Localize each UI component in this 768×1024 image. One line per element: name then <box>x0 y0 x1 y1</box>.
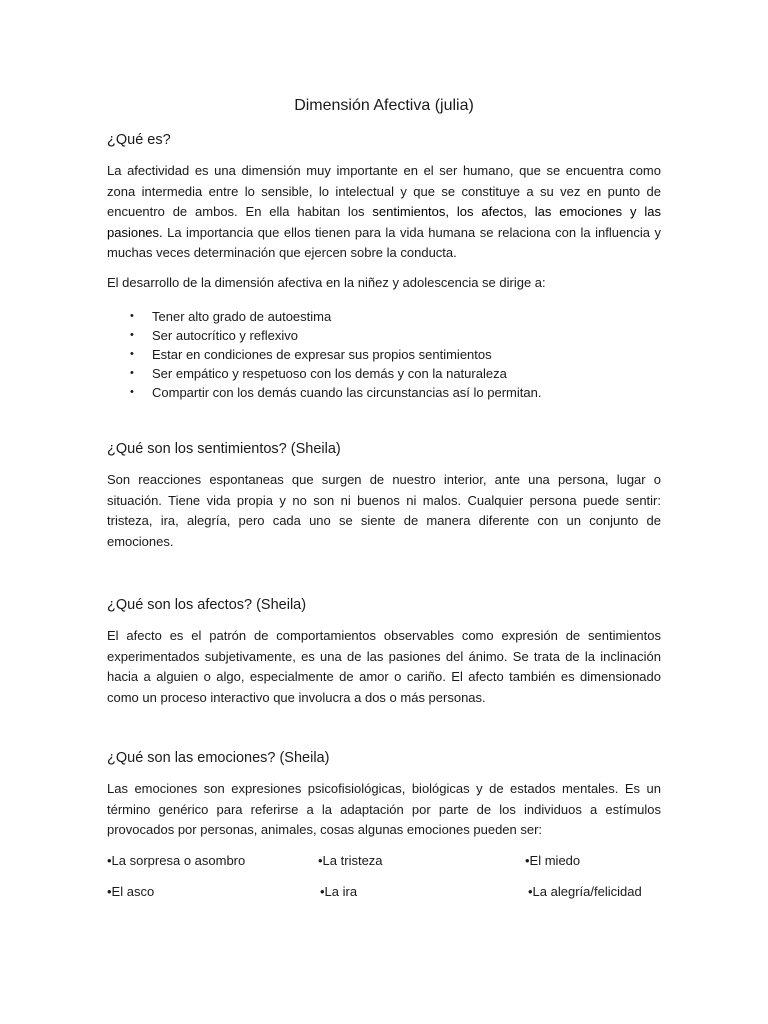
list-item-text: Estar en condiciones de expresar sus propios sentimientos <box>152 347 492 362</box>
paragraph-afectividad-part3: La importancia que ellos tienen para la vida humana se relaciona con la influencia y muchas veces determinación que ejercen sobre la conducta. <box>107 224 661 261</box>
paragraph-desarrollo: El desarrollo de la dimensión afectiva en la niñez y adolescencia se dirige a: <box>107 275 546 290</box>
emotion-item: •La ira <box>320 884 358 899</box>
list-item <box>107 345 541 364</box>
list-item-text: Compartir con los demás cuando las circunstancias así lo permitan. <box>152 385 542 400</box>
paragraph-afectividad-emphasis: sentimientos, los afectos, las emociones y las pasiones. <box>107 204 661 240</box>
bullet-icon: • <box>130 310 134 322</box>
list-item-text: Tener alto grado de autoestima <box>152 309 332 324</box>
emotion-item: •La tristeza <box>318 853 383 868</box>
bullet-icon: • <box>130 348 134 360</box>
heading-emociones: ¿Qué son las emociones? (Sheila) <box>107 750 330 766</box>
emotion-item: •La sorpresa o asombro <box>107 853 246 868</box>
bullet-icon: • <box>130 329 134 341</box>
bullet-icon: • <box>130 367 134 379</box>
heading-afectos: ¿Qué son los afectos? (Sheila) <box>107 597 307 613</box>
document-title: Dimensión Afectiva (julia) <box>294 97 474 114</box>
heading-que-es: ¿Qué es? <box>107 132 171 148</box>
emotion-item: •El miedo <box>525 853 581 868</box>
list-item <box>107 307 541 326</box>
paragraph-sentimientos: Son reacciones espontaneas que surgen de nuestro interior, ante una persona, lugar o situación. Tiene vida propia y no son ni buenos ni malos. Cualquier persona puede sentir: tristeza, ira, alegría, pero cada uno se siente de manera diferente con un conjunto de emociones. <box>107 472 661 549</box>
list-item-text: Ser autocrítico y reflexivo <box>152 328 298 343</box>
list-item <box>107 364 541 383</box>
heading-sentimientos: ¿Qué son los sentimientos? (Sheila) <box>107 441 341 457</box>
paragraph-afectos: El afecto es el patrón de comportamientos observables como expresión de sentimientos experimentados subjetivamente, es una de las pasiones del ánimo. Se trata de la inclinación hacia a alguien o algo, especialmente de amor o cariño. El afecto también es dimensionado como un proceso interactivo que involucra a dos o más personas. <box>107 628 661 705</box>
paragraph-emociones: Las emociones son expresiones psicofisiológicas, biológicas y de estados mentales. Es un término genérico para referirse a la adaptación por parte de los individuos a estímulos provocados por personas, animales, cosas algunas emociones pueden ser: <box>107 781 661 838</box>
list-item <box>107 326 541 345</box>
paragraph-afectividad-part1: La afectividad es una dimensión muy importante en el ser humano, que se encuentra como zona intermedia entre lo sensible, lo intelectual y que se constituye a su vez en punto de encuentro de ambos. En ella habitan los <box>107 163 661 220</box>
emotion-item: •La alegría/felicidad <box>528 884 642 899</box>
paragraph-afectividad <box>107 161 661 264</box>
list-item <box>107 383 541 402</box>
emotion-item: •El asco <box>107 884 155 899</box>
list-item-text: Ser empático y respetuoso con los demás y con la naturaleza <box>152 366 507 381</box>
bullet-list <box>107 307 541 402</box>
bullet-icon: • <box>130 386 134 398</box>
